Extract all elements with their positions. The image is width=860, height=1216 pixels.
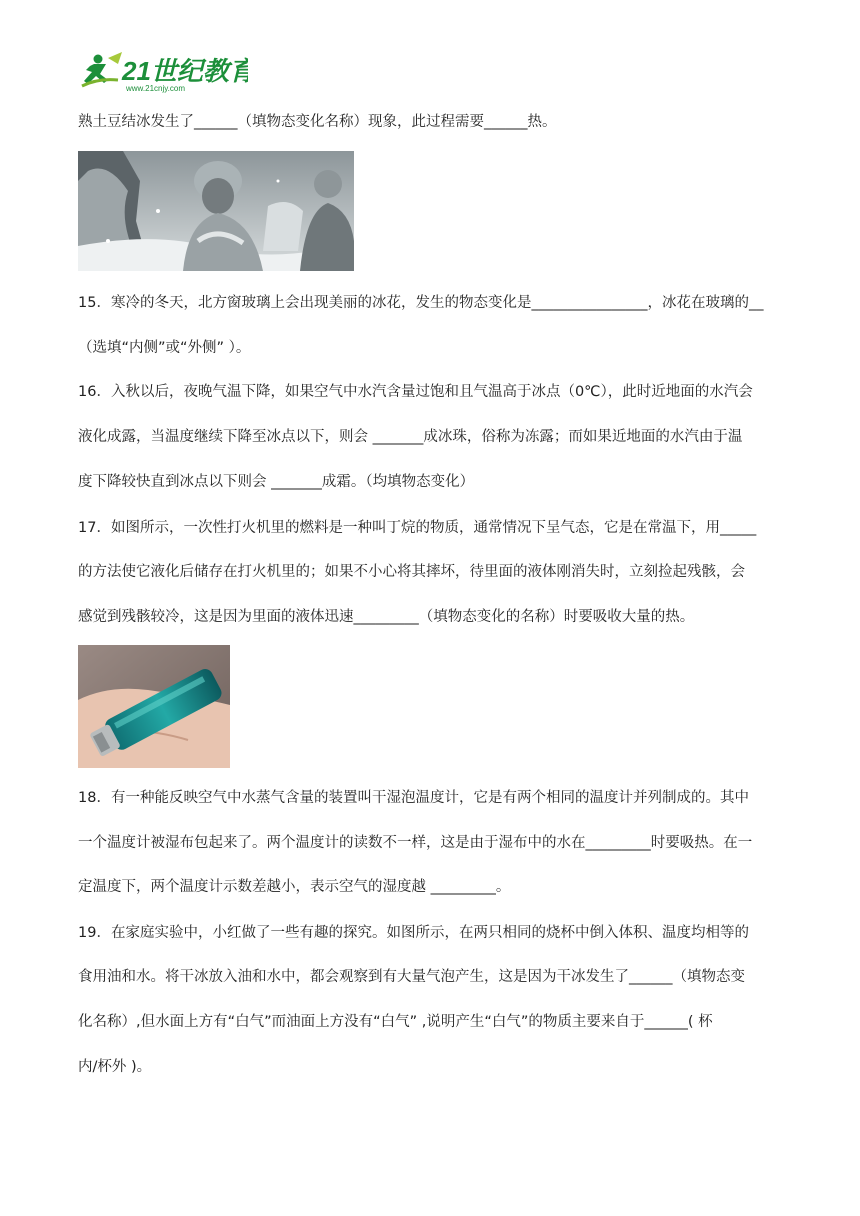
text-line: 16．入秋以后，夜晚气温下降，如果空气中水汽含量过饱和且气温高于冰点（0℃），此时近地面的水汽会 [78,384,753,400]
frozen-soldiers-photo [78,151,354,271]
text-line: 18．有一种能反映空气中水蒸气含量的装置叫干湿泡温度计，它是有两个相同的温度计并列制成的。其中 [78,790,749,806]
text-line: 熟土豆结冰发生了______（填物态变化名称）现象，此过程需要______热。 [78,114,557,130]
lighter-in-hand-photo [78,645,230,768]
text-line: 感觉到残骸较冷，这是因为里面的液体迅速_________（填物态变化的名称）时要吸收大量的热。 [78,609,695,625]
logo-graphic [78,50,248,94]
text-line: 化名称）,但水面上方有“白气”而油面上方没有“白气” ,说明产生“白气”的物质主要来自于______( 杯 [78,1014,713,1030]
text-line: 内/杯外 )。 [78,1059,152,1075]
text-line: 15．寒冷的冬天，北方窗玻璃上会出现美丽的冰花，发生的物态变化是________________，冰花在玻璃的__ [78,295,764,311]
text-line: 17．如图所示，一次性打火机里的燃料是一种叫丁烷的物质，通常情况下呈气态，它是在常温下，用_____ [78,520,757,536]
text-line: 度下降较快直到冰点以下则会 _______成霜。（均填物态变化） [78,474,475,490]
text-line: 液化成露，当温度继续下降至冰点以下，则会 _______成冰珠，俗称为冻露；而如果近地面的水汽由于温 [78,429,743,445]
text-line: 19．在家庭实验中，小红做了一些有趣的探究。如图所示，在两只相同的烧杯中倒入体积、温度均相等的 [78,925,749,941]
text-line: （选填“内侧”或“外侧” ）。 [78,340,251,356]
logo-subtext: www.21cnjy.com [126,84,185,93]
site-logo [78,50,248,94]
logo-text: 21世纪教育 [122,56,248,86]
text-line: 食用油和水。将干冰放入油和水中，都会观察到有大量气泡产生，这是因为干冰发生了______（填物态变 [78,969,745,985]
text-line: 定温度下，两个温度计示数差越小，表示空气的湿度越 _________。 [78,879,511,895]
text-line: 一个温度计被湿布包起来了。两个温度计的读数不一样，这是由于湿布中的水在_________时要吸热。在一 [78,835,753,851]
text-line: 的方法使它液化后储存在打火机里的；如果不小心将其摔坏，待里面的液体刚消失时，立刻捡起残骸，会 [78,564,745,580]
